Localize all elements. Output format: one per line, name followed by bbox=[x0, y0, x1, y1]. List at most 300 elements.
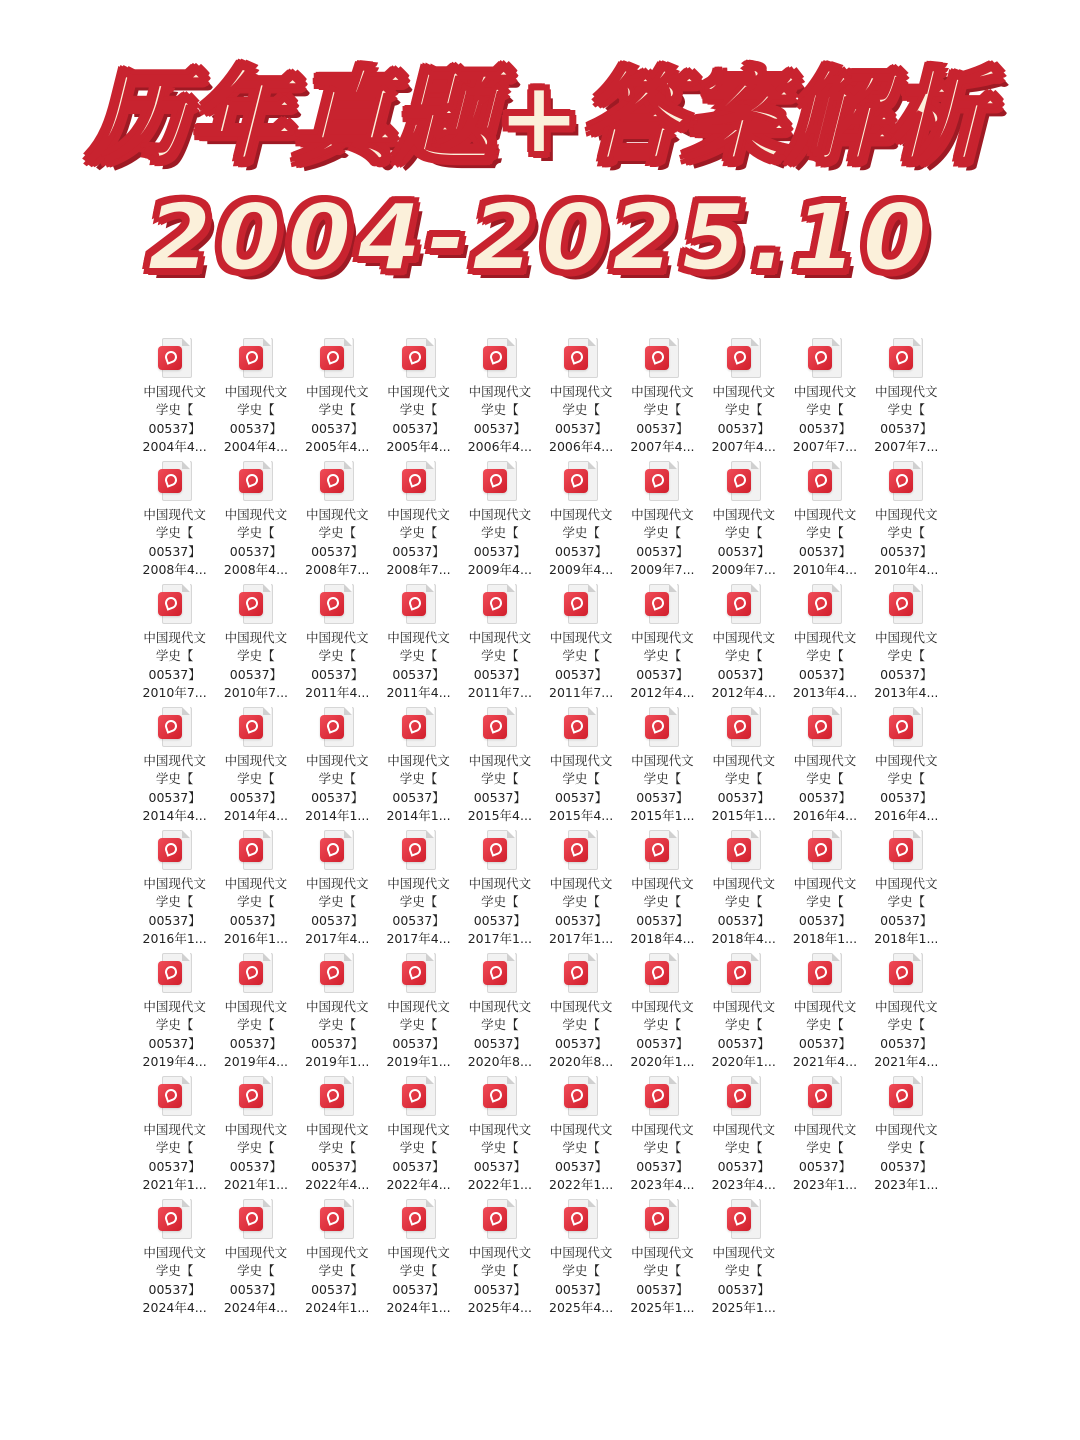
file-item[interactable] bbox=[866, 338, 947, 461]
file-name-line: 中国现代文 bbox=[468, 753, 532, 768]
file-item[interactable] bbox=[622, 1199, 703, 1322]
file-name-line: 00537】 bbox=[636, 543, 689, 559]
file-name bbox=[704, 752, 784, 825]
file-name bbox=[297, 1121, 377, 1194]
file-name-line: 中国现代文 bbox=[793, 876, 857, 891]
file-item[interactable] bbox=[297, 1076, 378, 1199]
file-item[interactable] bbox=[540, 1199, 621, 1322]
file-name-line: 中国现代文 bbox=[143, 1245, 206, 1260]
pdf-file-icon bbox=[402, 584, 436, 624]
file-name-line: 00537】 bbox=[636, 666, 689, 682]
file-item[interactable] bbox=[459, 953, 540, 1076]
file-name bbox=[460, 998, 540, 1071]
file-name bbox=[704, 383, 784, 456]
file-name bbox=[866, 1121, 946, 1194]
file-name-date: 2007年7... bbox=[874, 438, 939, 454]
file-name bbox=[379, 506, 459, 579]
file-item[interactable] bbox=[134, 707, 215, 830]
file-name-date: 2016年1... bbox=[223, 930, 289, 946]
file-name bbox=[216, 752, 296, 825]
file-item[interactable] bbox=[378, 338, 459, 461]
file-name-line: 00537】 bbox=[392, 1035, 445, 1051]
file-item[interactable] bbox=[784, 953, 865, 1076]
file-item[interactable] bbox=[622, 461, 703, 584]
file-name-date: 2021年4... bbox=[792, 1053, 858, 1069]
file-item[interactable] bbox=[297, 830, 378, 953]
pdf-file-icon bbox=[564, 953, 598, 993]
file-name-line: 中国现代文 bbox=[793, 630, 857, 645]
file-name-date: 2008年7... bbox=[305, 561, 370, 577]
pdf-file-icon bbox=[808, 338, 842, 378]
pdf-file-icon bbox=[320, 1076, 354, 1116]
file-name bbox=[216, 1244, 296, 1317]
file-name-line: 学史【 bbox=[887, 402, 926, 418]
file-item[interactable] bbox=[784, 707, 865, 830]
file-name bbox=[460, 383, 540, 456]
file-item[interactable] bbox=[134, 830, 215, 953]
file-name-line: 中国现代文 bbox=[387, 630, 450, 645]
file-name bbox=[704, 998, 784, 1071]
file-name-line: 学史【 bbox=[155, 1017, 194, 1033]
file-name bbox=[704, 506, 784, 579]
file-name-line: 00537】 bbox=[798, 789, 852, 805]
file-name-line: 00537】 bbox=[473, 420, 526, 436]
file-name-line: 00537】 bbox=[392, 789, 445, 805]
file-item[interactable] bbox=[378, 953, 459, 1076]
file-name-line: 学史【 bbox=[643, 402, 682, 418]
file-item[interactable] bbox=[622, 953, 703, 1076]
file-name-date: 2014年4... bbox=[223, 807, 289, 823]
file-item[interactable] bbox=[540, 707, 621, 830]
pdf-file-icon bbox=[239, 707, 273, 747]
file-name-line: 中国现代文 bbox=[712, 384, 775, 399]
file-name-date: 2021年1... bbox=[142, 1176, 207, 1192]
file-name-line: 学史【 bbox=[155, 525, 194, 541]
file-name-date: 2023年1... bbox=[792, 1176, 858, 1192]
pdf-file-icon bbox=[483, 338, 517, 378]
pdf-file-icon bbox=[239, 1076, 273, 1116]
file-item[interactable] bbox=[215, 584, 296, 707]
file-name-date: 2018年4... bbox=[711, 930, 776, 946]
file-name-line: 中国现代文 bbox=[143, 1122, 206, 1137]
file-name-line: 学史【 bbox=[318, 402, 356, 418]
file-name-line: 学史【 bbox=[237, 1263, 275, 1279]
file-item[interactable] bbox=[297, 1199, 378, 1322]
file-name-line: 00537】 bbox=[311, 789, 364, 805]
file-name bbox=[541, 629, 621, 702]
pdf-file-icon bbox=[483, 953, 517, 993]
file-name-line: 学史【 bbox=[643, 1017, 682, 1033]
file-name-line: 中国现代文 bbox=[143, 876, 206, 891]
file-name-date: 2018年1... bbox=[792, 930, 858, 946]
file-name bbox=[541, 998, 621, 1071]
file-name bbox=[704, 629, 784, 702]
file-name bbox=[785, 629, 865, 702]
file-item[interactable] bbox=[703, 461, 784, 584]
file-item[interactable] bbox=[540, 584, 621, 707]
file-name-date: 2004年4... bbox=[142, 438, 207, 454]
pdf-file-icon bbox=[564, 338, 598, 378]
file-item[interactable] bbox=[622, 1076, 703, 1199]
file-name-line: 00537】 bbox=[554, 789, 608, 805]
file-name-line: 00537】 bbox=[554, 1158, 608, 1174]
file-name-date: 2005年4... bbox=[386, 438, 451, 454]
file-name-line: 学史【 bbox=[318, 1017, 356, 1033]
file-name-line: 00537】 bbox=[392, 1158, 445, 1174]
file-item[interactable] bbox=[703, 707, 784, 830]
file-name-line: 中国现代文 bbox=[549, 630, 613, 645]
file-name-line: 学史【 bbox=[155, 402, 194, 418]
file-item[interactable] bbox=[459, 1199, 540, 1322]
file-name-date: 2004年4... bbox=[223, 438, 289, 454]
file-name-line: 学史【 bbox=[237, 1017, 275, 1033]
pdf-file-icon bbox=[483, 1199, 517, 1239]
file-item[interactable] bbox=[784, 584, 865, 707]
file-name-line: 学史【 bbox=[724, 1140, 763, 1156]
file-name-line: 中国现代文 bbox=[631, 1122, 694, 1137]
pdf-file-icon bbox=[402, 1199, 436, 1239]
file-item[interactable] bbox=[866, 707, 947, 830]
file-name-date: 2017年4... bbox=[386, 930, 451, 946]
file-name-line: 学史【 bbox=[155, 1263, 194, 1279]
file-name bbox=[297, 383, 377, 456]
file-name-line: 中国现代文 bbox=[305, 384, 369, 399]
file-name bbox=[297, 875, 377, 948]
file-name-line: 中国现代文 bbox=[468, 507, 532, 522]
file-item[interactable] bbox=[622, 830, 703, 953]
file-name-date: 2009年4... bbox=[467, 561, 532, 577]
file-name bbox=[460, 752, 540, 825]
file-name-date: 2014年4... bbox=[142, 807, 207, 823]
file-name-line: 学史【 bbox=[643, 1263, 682, 1279]
file-name-line: 中国现代文 bbox=[712, 1245, 775, 1260]
file-name-line: 中国现代文 bbox=[631, 753, 694, 768]
file-name-line: 00537】 bbox=[636, 912, 689, 928]
file-name-line: 00537】 bbox=[798, 543, 852, 559]
file-name-line: 中国现代文 bbox=[549, 999, 613, 1014]
file-item[interactable] bbox=[215, 953, 296, 1076]
file-name-date: 2013年4... bbox=[874, 684, 939, 700]
file-name-line: 学史【 bbox=[481, 894, 519, 910]
pdf-file-icon bbox=[727, 584, 761, 624]
file-name-date: 2025年1... bbox=[711, 1299, 776, 1315]
file-name-line: 中国现代文 bbox=[468, 999, 532, 1014]
file-item[interactable] bbox=[134, 338, 215, 461]
file-name-line: 学史【 bbox=[318, 771, 356, 787]
file-item[interactable] bbox=[866, 584, 947, 707]
file-name-date: 2024年4... bbox=[142, 1299, 207, 1315]
file-name bbox=[785, 506, 865, 579]
file-name-line: 中国现代文 bbox=[387, 507, 450, 522]
file-name-line: 学史【 bbox=[643, 771, 682, 787]
file-item[interactable] bbox=[297, 338, 378, 461]
file-name bbox=[866, 752, 946, 825]
pdf-file-icon bbox=[402, 338, 436, 378]
file-name bbox=[622, 383, 702, 456]
pdf-file-icon bbox=[808, 1076, 842, 1116]
file-item[interactable] bbox=[784, 461, 865, 584]
file-name-line: 学史【 bbox=[318, 894, 356, 910]
file-item[interactable] bbox=[297, 953, 378, 1076]
file-name bbox=[135, 506, 215, 579]
file-item[interactable] bbox=[378, 830, 459, 953]
file-item[interactable] bbox=[784, 338, 865, 461]
file-name-line: 学史【 bbox=[399, 1263, 438, 1279]
file-name-line: 中国现代文 bbox=[305, 1122, 369, 1137]
file-name-line: 中国现代文 bbox=[793, 1122, 857, 1137]
file-item[interactable] bbox=[784, 830, 865, 953]
file-name-line: 中国现代文 bbox=[875, 999, 938, 1014]
file-name-date: 2020年8... bbox=[467, 1053, 532, 1069]
file-name-line: 00537】 bbox=[392, 543, 445, 559]
file-item[interactable] bbox=[134, 461, 215, 584]
file-item[interactable] bbox=[866, 1076, 947, 1199]
pdf-file-icon bbox=[402, 707, 436, 747]
file-name bbox=[135, 1244, 215, 1317]
file-name-line: 00537】 bbox=[880, 543, 933, 559]
file-name-line: 00537】 bbox=[148, 1035, 201, 1051]
file-name-line: 00537】 bbox=[554, 420, 608, 436]
file-item[interactable] bbox=[540, 1076, 621, 1199]
file-item[interactable] bbox=[540, 953, 621, 1076]
file-name-line: 中国现代文 bbox=[875, 876, 938, 891]
file-item[interactable] bbox=[134, 1076, 215, 1199]
file-item[interactable] bbox=[622, 707, 703, 830]
file-item[interactable] bbox=[215, 338, 296, 461]
file-item[interactable] bbox=[215, 1199, 296, 1322]
file-name bbox=[379, 383, 459, 456]
file-name-line: 00537】 bbox=[473, 543, 526, 559]
file-name-line: 00537】 bbox=[148, 543, 201, 559]
file-name-line: 中国现代文 bbox=[549, 1122, 613, 1137]
file-name-line: 中国现代文 bbox=[875, 507, 938, 522]
file-name-date: 2015年4... bbox=[467, 807, 532, 823]
file-name-line: 00537】 bbox=[229, 420, 283, 436]
file-name-line: 中国现代文 bbox=[305, 876, 369, 891]
pdf-file-icon bbox=[564, 707, 598, 747]
file-name-line: 学史【 bbox=[887, 648, 926, 664]
pdf-file-icon bbox=[483, 1076, 517, 1116]
file-name-line: 中国现代文 bbox=[468, 1122, 532, 1137]
file-name-line: 中国现代文 bbox=[305, 753, 369, 768]
file-name-line: 00537】 bbox=[880, 912, 933, 928]
file-item[interactable] bbox=[459, 584, 540, 707]
file-name bbox=[297, 1244, 377, 1317]
file-item[interactable] bbox=[378, 1199, 459, 1322]
file-name-line: 00537】 bbox=[392, 420, 445, 436]
file-name-line: 00537】 bbox=[148, 1158, 201, 1174]
pdf-file-icon bbox=[483, 707, 517, 747]
file-item[interactable] bbox=[459, 830, 540, 953]
file-name-line: 学史【 bbox=[724, 402, 763, 418]
file-name-line: 中国现代文 bbox=[875, 753, 938, 768]
file-name-line: 学史【 bbox=[481, 1140, 519, 1156]
file-name-line: 中国现代文 bbox=[549, 1245, 613, 1260]
file-name-line: 中国现代文 bbox=[387, 753, 450, 768]
file-name-line: 中国现代文 bbox=[387, 384, 450, 399]
file-name-line: 学史【 bbox=[155, 648, 194, 664]
pdf-file-icon bbox=[239, 461, 273, 501]
file-name bbox=[541, 1121, 621, 1194]
pdf-file-icon bbox=[564, 1076, 598, 1116]
file-name-line: 学史【 bbox=[643, 525, 682, 541]
file-name-line: 00537】 bbox=[554, 1281, 608, 1297]
file-item[interactable] bbox=[540, 338, 621, 461]
file-item[interactable] bbox=[378, 707, 459, 830]
file-name-line: 学史【 bbox=[481, 771, 519, 787]
file-name-line: 00537】 bbox=[880, 420, 933, 436]
pdf-file-icon bbox=[158, 830, 192, 870]
file-item[interactable] bbox=[703, 584, 784, 707]
file-name-line: 学史【 bbox=[562, 1140, 600, 1156]
file-item[interactable] bbox=[703, 830, 784, 953]
file-name-date: 2024年4... bbox=[223, 1299, 289, 1315]
file-name-line: 00537】 bbox=[148, 912, 201, 928]
file-item[interactable] bbox=[703, 1076, 784, 1199]
file-name-date: 2021年4... bbox=[874, 1053, 939, 1069]
file-name-line: 00537】 bbox=[880, 1035, 933, 1051]
file-name bbox=[622, 752, 702, 825]
file-name bbox=[460, 629, 540, 702]
file-item[interactable] bbox=[134, 953, 215, 1076]
file-item[interactable] bbox=[378, 461, 459, 584]
pdf-file-icon bbox=[808, 461, 842, 501]
file-name-line: 中国现代文 bbox=[549, 876, 613, 891]
file-name-line: 00537】 bbox=[311, 543, 364, 559]
file-name-line: 中国现代文 bbox=[143, 384, 206, 399]
file-item[interactable] bbox=[134, 584, 215, 707]
file-name-line: 中国现代文 bbox=[305, 999, 369, 1014]
file-item[interactable] bbox=[866, 461, 947, 584]
file-name-date: 2005年4... bbox=[305, 438, 370, 454]
file-name bbox=[541, 383, 621, 456]
file-item[interactable] bbox=[459, 1076, 540, 1199]
file-name bbox=[216, 629, 296, 702]
pdf-file-icon bbox=[727, 1076, 761, 1116]
file-name-date: 2009年4... bbox=[549, 561, 614, 577]
file-name-line: 学史【 bbox=[806, 894, 844, 910]
file-name-line: 学史【 bbox=[399, 771, 438, 787]
pdf-file-icon bbox=[564, 461, 598, 501]
file-name-line: 学史【 bbox=[318, 525, 356, 541]
file-name-line: 学史【 bbox=[724, 525, 763, 541]
file-name-line: 中国现代文 bbox=[631, 999, 694, 1014]
file-name-line: 00537】 bbox=[473, 1158, 526, 1174]
file-item[interactable] bbox=[215, 707, 296, 830]
file-name bbox=[379, 1244, 459, 1317]
pdf-file-icon bbox=[889, 707, 923, 747]
file-name-line: 中国现代文 bbox=[549, 384, 613, 399]
file-item[interactable] bbox=[378, 1076, 459, 1199]
file-item[interactable] bbox=[378, 584, 459, 707]
file-name-date: 2024年1... bbox=[305, 1299, 370, 1315]
file-name-line: 00537】 bbox=[798, 1035, 852, 1051]
file-name-line: 中国现代文 bbox=[224, 1122, 288, 1137]
file-name-line: 00537】 bbox=[798, 1158, 852, 1174]
file-item[interactable] bbox=[134, 1199, 215, 1322]
file-item[interactable] bbox=[540, 461, 621, 584]
file-name-date: 2009年7... bbox=[711, 561, 776, 577]
file-name-line: 00537】 bbox=[148, 420, 201, 436]
file-name-date: 2019年4... bbox=[142, 1053, 207, 1069]
file-name-date: 2011年4... bbox=[305, 684, 370, 700]
file-name-line: 中国现代文 bbox=[143, 507, 206, 522]
file-item[interactable] bbox=[540, 830, 621, 953]
file-item[interactable] bbox=[215, 1076, 296, 1199]
file-name-line: 学史【 bbox=[806, 1140, 844, 1156]
file-name-line: 中国现代文 bbox=[793, 384, 857, 399]
file-name-line: 学史【 bbox=[481, 402, 519, 418]
file-item[interactable] bbox=[622, 584, 703, 707]
file-name-line: 中国现代文 bbox=[712, 1122, 775, 1137]
file-item[interactable] bbox=[703, 1199, 784, 1322]
file-item[interactable] bbox=[622, 338, 703, 461]
file-name-line: 中国现代文 bbox=[224, 630, 288, 645]
file-name-line: 中国现代文 bbox=[712, 876, 775, 891]
file-name-line: 学史【 bbox=[562, 894, 600, 910]
file-name-date: 2017年4... bbox=[305, 930, 370, 946]
file-name-line: 中国现代文 bbox=[143, 999, 206, 1014]
file-name-line: 中国现代文 bbox=[305, 1245, 369, 1260]
file-item[interactable] bbox=[459, 461, 540, 584]
file-item[interactable] bbox=[215, 461, 296, 584]
pdf-file-icon bbox=[727, 461, 761, 501]
file-name-line: 00537】 bbox=[636, 1281, 689, 1297]
file-item[interactable] bbox=[703, 953, 784, 1076]
file-name bbox=[622, 506, 702, 579]
pdf-file-icon bbox=[645, 338, 679, 378]
file-name-date: 2020年8... bbox=[549, 1053, 614, 1069]
file-name-line: 00537】 bbox=[717, 1035, 770, 1051]
file-name-line: 学史【 bbox=[481, 1263, 519, 1279]
pdf-file-icon bbox=[320, 338, 354, 378]
pdf-file-icon bbox=[158, 584, 192, 624]
file-item[interactable] bbox=[459, 338, 540, 461]
pdf-file-icon bbox=[727, 1199, 761, 1239]
file-name-date: 2006年4... bbox=[549, 438, 614, 454]
pdf-file-icon bbox=[727, 707, 761, 747]
pdf-file-icon bbox=[645, 830, 679, 870]
pdf-file-icon bbox=[239, 830, 273, 870]
pdf-file-icon bbox=[320, 584, 354, 624]
file-item[interactable] bbox=[703, 338, 784, 461]
file-name bbox=[216, 506, 296, 579]
file-name-line: 00537】 bbox=[311, 1158, 364, 1174]
file-name bbox=[216, 998, 296, 1071]
file-name-line: 学史【 bbox=[806, 525, 844, 541]
file-name-line: 学史【 bbox=[724, 771, 763, 787]
file-name bbox=[866, 629, 946, 702]
file-item[interactable] bbox=[459, 707, 540, 830]
file-name-line: 00537】 bbox=[798, 666, 852, 682]
file-name-line: 学史【 bbox=[562, 1017, 600, 1033]
file-name-line: 中国现代文 bbox=[305, 630, 369, 645]
pdf-file-icon bbox=[889, 584, 923, 624]
file-item[interactable] bbox=[297, 707, 378, 830]
file-name-line: 学史【 bbox=[724, 1017, 763, 1033]
file-item[interactable] bbox=[297, 584, 378, 707]
file-name-line: 学史【 bbox=[399, 1140, 438, 1156]
file-item[interactable] bbox=[297, 461, 378, 584]
pdf-file-icon bbox=[320, 953, 354, 993]
file-name-line: 00537】 bbox=[311, 420, 364, 436]
file-item[interactable] bbox=[215, 830, 296, 953]
file-name bbox=[135, 998, 215, 1071]
file-item[interactable] bbox=[866, 953, 947, 1076]
file-item[interactable] bbox=[866, 830, 947, 953]
file-name bbox=[785, 1121, 865, 1194]
file-item[interactable] bbox=[784, 1076, 865, 1199]
